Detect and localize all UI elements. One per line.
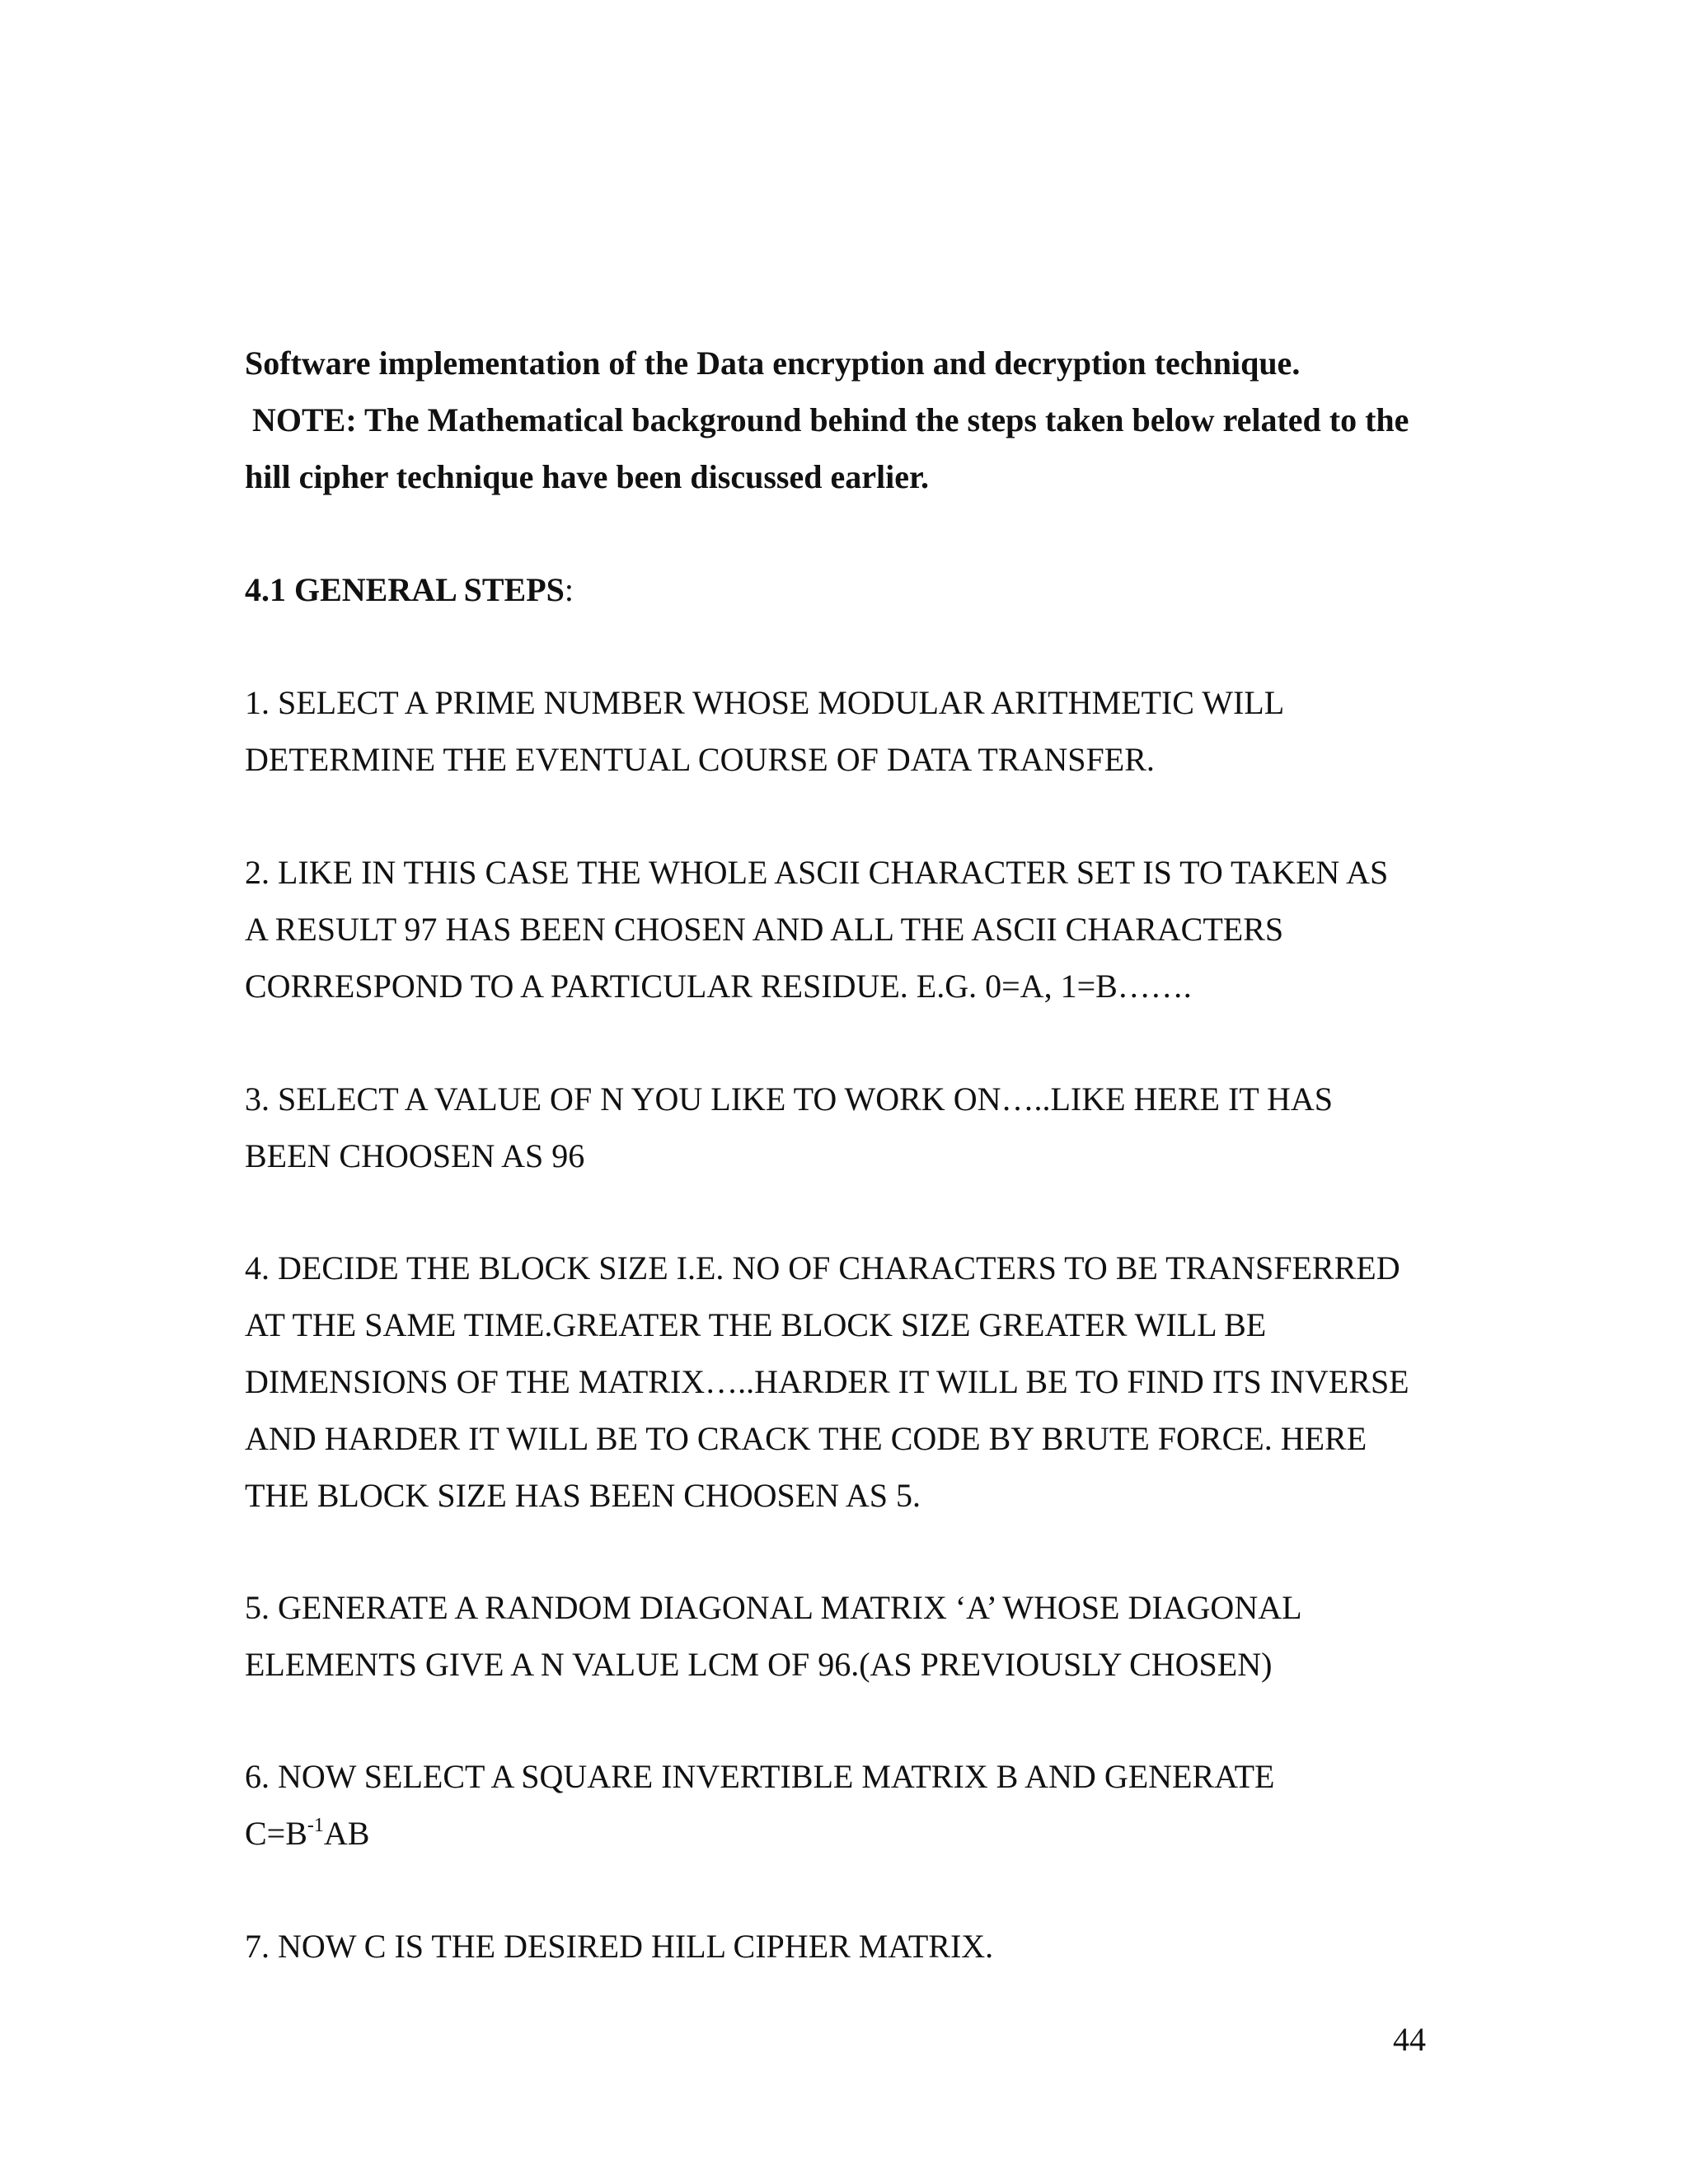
- step-1-line-2: DETERMINE THE EVENTUAL COURSE OF DATA TRANSFER.: [245, 741, 1155, 778]
- step-2-line-3: CORRESPOND TO A PARTICULAR RESIDUE. E.G. 0=A, 1=B…….: [245, 968, 1192, 1005]
- section-title: 4.1 GENERAL STEPS: [245, 571, 565, 608]
- step-7: [245, 1918, 1465, 1975]
- step-4-line-1: 4. DECIDE THE BLOCK SIZE I.E. NO OF CHARACTERS TO BE TRANSFERRED: [245, 1249, 1400, 1286]
- step-4: [245, 1240, 1465, 1524]
- step-2-line-2: A RESULT 97 HAS BEEN CHOSEN AND ALL THE ASCII CHARACTERS: [245, 911, 1284, 948]
- step-1-line-1: 1. SELECT A PRIME NUMBER WHOSE MODULAR ARITHMETIC WILL: [245, 684, 1285, 721]
- page-number: 44: [1393, 2021, 1426, 2058]
- step-3-line-1: 3. SELECT A VALUE OF N YOU LIKE TO WORK ON…..LIKE HERE IT HAS: [245, 1080, 1334, 1118]
- note-line-1: NOTE: The Mathematical background behind the steps taken below related to the: [252, 401, 1409, 438]
- step-6: [245, 1748, 1465, 1862]
- step-4-line-5: THE BLOCK SIZE HAS BEEN CHOOSEN AS 5.: [245, 1477, 921, 1514]
- step-1: [245, 674, 1465, 788]
- step-4-line-3: DIMENSIONS OF THE MATRIX…..HARDER IT WILL BE TO FIND ITS INVERSE: [245, 1363, 1409, 1400]
- step-5-line-1: 5. GENERATE A RANDOM DIAGONAL MATRIX ‘A’ WHOSE DIAGONAL: [245, 1589, 1302, 1626]
- step-3-line-2: BEEN CHOOSEN AS 96: [245, 1137, 585, 1174]
- heading-block: [245, 335, 1465, 505]
- step-2: [245, 844, 1465, 1015]
- document-title: Software implementation of the Data encryption and decryption technique.: [245, 344, 1301, 382]
- step-5: [245, 1579, 1465, 1693]
- step-4-line-2: AT THE SAME TIME.GREATER THE BLOCK SIZE GREATER WILL BE: [245, 1306, 1267, 1343]
- step-7-line-1: 7. NOW C IS THE DESIRED HILL CIPHER MATRIX.: [245, 1928, 994, 1965]
- section-heading: [245, 561, 1465, 618]
- step-4-line-4: AND HARDER IT WILL BE TO CRACK THE CODE BY BRUTE FORCE. HERE: [245, 1420, 1367, 1457]
- step-6-line-1: 6. NOW SELECT A SQUARE INVERTIBLE MATRIX B AND GENERATE: [245, 1758, 1275, 1795]
- step-3: [245, 1071, 1465, 1184]
- step-6-formula: [245, 1805, 1465, 1862]
- step-2-line-1: 2. LIKE IN THIS CASE THE WHOLE ASCII CHARACTER SET IS TO TAKEN AS: [245, 854, 1389, 891]
- step-5-line-2: ELEMENTS GIVE A N VALUE LCM OF 96.(AS PREVIOUSLY CHOSEN): [245, 1646, 1273, 1683]
- formula-tail: AB: [323, 1815, 370, 1852]
- formula-base: C=B: [245, 1815, 307, 1852]
- section-title-colon: :: [564, 571, 574, 608]
- note-line-2: hill cipher technique have been discussed earlier.: [245, 458, 930, 495]
- formula-exponent: -1: [307, 1815, 324, 1836]
